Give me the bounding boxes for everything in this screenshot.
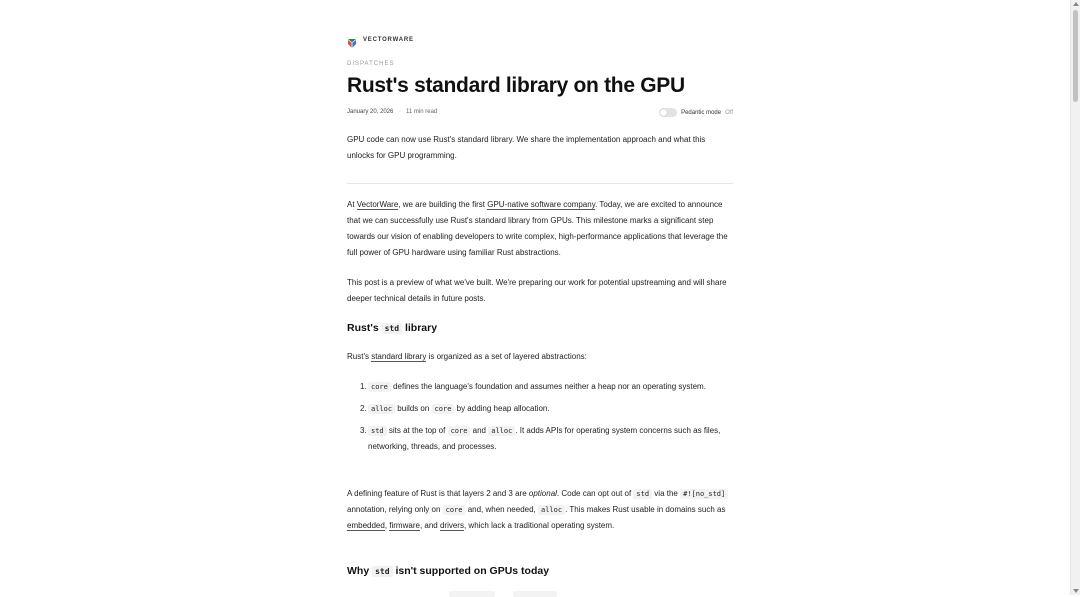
vectorware-logo-icon	[347, 35, 357, 45]
pedantic-mode-control	[659, 108, 733, 117]
preview-paragraph: This post is a preview of what we've built. We're preparing our work for potential upstreaming and will share deeper technical details in future posts.	[347, 278, 727, 303]
inline-code: alloc	[368, 404, 395, 414]
standard-library-link[interactable]: standard library	[371, 352, 427, 361]
layers-paragraph	[347, 349, 733, 365]
page-title: Rust's standard library on the GPU	[347, 74, 685, 97]
text-span: ,	[384, 521, 390, 530]
vectorware-link[interactable]: VectorWare	[356, 200, 399, 209]
gpu-native-link[interactable]: GPU-native software company	[487, 200, 596, 209]
drivers-link[interactable]: drivers	[439, 521, 464, 530]
inline-code: #![no_std]	[680, 489, 728, 499]
firmware-link[interactable]: firmware	[389, 521, 420, 530]
brand-name: VECTORWARE	[363, 37, 414, 43]
text-span: . It adds APIs for operating system concerns such as files, networking, threads, and processes.	[368, 426, 721, 451]
clipped-inline-code	[449, 591, 495, 597]
text-span: . Code can opt out of	[556, 489, 634, 498]
pedantic-mode-state: Off	[725, 109, 733, 116]
text-span: , we are building the first	[398, 200, 488, 209]
inline-code: std	[633, 489, 652, 499]
read-time: 11 min read	[406, 109, 438, 115]
layers-list	[347, 379, 733, 455]
inline-code: core	[368, 382, 391, 392]
text-span: and, when needed,	[465, 505, 538, 514]
inline-code: core	[432, 404, 455, 414]
text-span: via the	[652, 489, 681, 498]
inline-code: std	[372, 566, 392, 577]
emphasis: optional	[528, 489, 557, 498]
text-span: and	[470, 426, 489, 435]
toggle-knob	[660, 109, 667, 116]
page-scrollbar[interactable]	[1070, 0, 1080, 595]
clipped-inline-code	[513, 591, 557, 597]
section-heading-why-std	[347, 565, 549, 577]
inline-code: std	[368, 426, 387, 436]
intro-paragraph	[347, 197, 733, 261]
list-number: 3.	[360, 426, 367, 435]
text-span: annotation, relying only on	[347, 505, 443, 514]
list-item	[347, 401, 733, 417]
text-span: by adding heap allocation.	[454, 404, 550, 413]
text-span: . Today, we are excited to announce that we can successfully use Rust's standard library from GPUs. This milestone marks a significant step towards our vision of enabling developers to write complex, high-performance applications that leverage the full power of GPU hardware using familiar Rust abstractions.	[347, 200, 728, 257]
heading-text: isn't supported on GPUs today	[392, 565, 550, 577]
list-number: 1.	[360, 382, 367, 391]
scroll-up-arrow-icon[interactable]	[1073, 2, 1079, 6]
scroll-down-arrow-icon[interactable]	[1073, 589, 1079, 593]
text-span: A defining feature of Rust is that layers 2 and 3 are	[347, 489, 529, 498]
heading-text: Rust's	[347, 322, 382, 334]
publish-date: January 20, 2026	[347, 109, 394, 115]
inline-code: alloc	[488, 426, 515, 436]
text-span: , and	[419, 521, 440, 530]
text-span: At	[347, 200, 357, 209]
list-number: 2.	[360, 404, 367, 413]
meta-separator: ·	[399, 109, 401, 115]
article-meta	[347, 108, 733, 118]
inline-code: alloc	[538, 505, 565, 515]
pedantic-mode-label: Pedantic mode	[681, 109, 722, 116]
brand[interactable]	[347, 35, 414, 45]
text-span: . This makes Rust usable in domains such as	[565, 505, 726, 514]
inline-code: core	[443, 505, 466, 515]
text-span: Rust's	[347, 352, 372, 361]
text-span: defines the language's foundation and assumes neither a heap nor an operating system.	[390, 382, 706, 391]
text-span: , which lack a traditional operating system.	[463, 521, 615, 530]
list-item	[347, 379, 733, 395]
lede-paragraph: GPU code can now use Rust's standard library. We share the implementation approach and what this unlocks for GPU programming.	[347, 135, 706, 160]
scrollbar-thumb[interactable]	[1073, 10, 1078, 102]
embedded-link[interactable]: embedded	[347, 521, 385, 530]
inline-code: core	[448, 426, 471, 436]
divider	[347, 183, 733, 184]
text-span: builds on	[395, 404, 432, 413]
inline-code: std	[382, 323, 402, 334]
no-std-paragraph	[347, 486, 733, 534]
section-heading-std-library	[347, 322, 437, 334]
heading-text: library	[402, 322, 438, 334]
section-kicker: DISPATCHES	[347, 61, 395, 67]
heading-text: Why	[347, 565, 373, 577]
pedantic-mode-toggle[interactable]	[659, 108, 677, 117]
text-span: sits at the top of	[386, 426, 448, 435]
list-item	[347, 423, 733, 455]
text-span: is organized as a set of layered abstractions:	[426, 352, 587, 361]
